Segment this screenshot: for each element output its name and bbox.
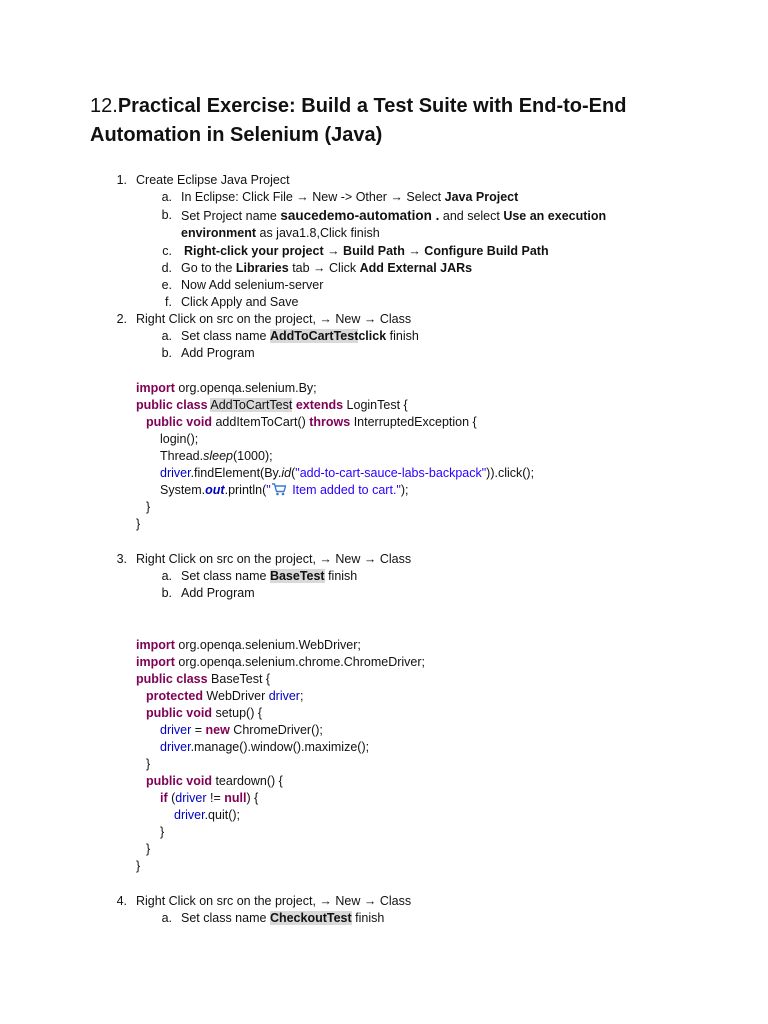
step-1a: a. In Eclipse: Click File → New -> Other → Select Java Project [161,190,519,204]
step-2: 2. Right Click on src on the project, → New → Class [116,312,412,326]
code2-line-8: } [146,757,151,771]
class-name-highlight: AddToCartTest [269,329,359,343]
code1-line-7: System.out.println(" Item added to cart."); [160,483,409,497]
code2-line-13: } [146,842,151,856]
step-3a: a. Set class name BaseTest finish [161,569,358,583]
step-1e: e. Now Add selenium-server [161,278,324,292]
step-1b-cont: environment as java1.8,Click finish [181,226,380,240]
code1-line-4: login(); [160,432,199,446]
step-1d: d. Go to the Libraries tab → Click Add External JARs [161,261,473,275]
step-4: 4. Right Click on src on the project, → New → Class [116,894,412,908]
code2-line-1: import org.openqa.selenium.WebDriver; [136,638,361,652]
code2-line-3: public class BaseTest { [136,672,271,686]
step-1b: b. Set Project name saucedemo-automation . and select Use an execution [161,208,607,223]
code2-line-4: protected WebDriver driver; [146,689,304,703]
code2-line-10: if (driver != null) { [160,791,259,805]
step-4a: a. Set class name CheckoutTest finish [161,911,385,925]
code1-line-3: public void addItemToCart() throws InterruptedException { [146,415,477,429]
step-2a: a. Set class name AddToCartTestclick finish [161,329,419,343]
code2-line-12: } [160,825,165,839]
code1-line-9: } [136,517,141,531]
code1-line-1: import org.openqa.selenium.By; [136,381,317,395]
class-name-highlight: BaseTest [269,569,325,583]
code2-line-14: } [136,859,141,873]
project-name: saucedemo-automation . [280,208,440,223]
code1-line-6: driver.findElement(By.id("add-to-cart-sauce-labs-backpack")).click(); [160,466,535,480]
code2-line-2: import org.openqa.selenium.chrome.ChromeDriver; [136,655,426,669]
code2-line-11: driver.quit(); [174,808,241,822]
page-title [90,92,730,150]
step-1f: f. Click Apply and Save [165,295,299,309]
step-2b: b. Add Program [161,346,255,360]
step-3b: b. Add Program [161,586,255,600]
step-1c: c. Right-click your project → Build Path → Configure Build Path [162,244,549,258]
step-3: 3. Right Click on src on the project, → New → Class [116,552,412,566]
code2-line-5: public void setup() { [146,706,263,720]
code2-line-9: public void teardown() { [146,774,283,788]
class-name-highlight: CheckoutTest [269,911,352,925]
title-text: Practical Exercise: Build a Test Suite with End-to-End Automation in Selenium (Java) [90,95,627,146]
code2-line-6: driver = new ChromeDriver(); [160,723,323,737]
shopping-cart-icon [271,482,287,496]
code1-line-2: public class AddToCartTest extends LoginTest { [136,398,408,412]
code1-line-8: } [146,500,151,514]
code1-line-5: Thread.sleep(1000); [160,449,273,463]
title-number: 12. [90,95,118,117]
code2-line-7: driver.manage().window().maximize(); [160,740,370,754]
step-1: 1. Create Eclipse Java Project [116,173,290,187]
